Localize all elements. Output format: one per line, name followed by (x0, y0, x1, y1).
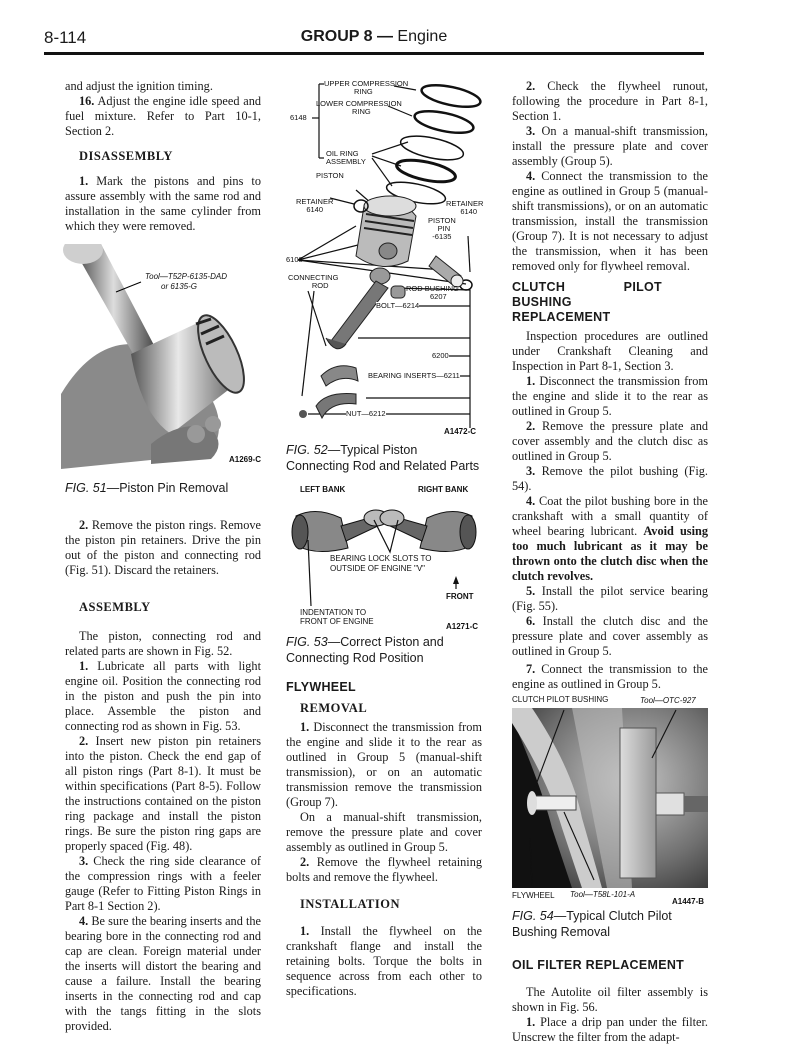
clutch-step-3 (512, 464, 708, 494)
column-3 (512, 79, 708, 1045)
step-text: Connect the transmission to the engine as outlined in Group 5. (512, 662, 708, 691)
step-number: 1. (79, 659, 89, 673)
oil-step-1 (512, 1015, 708, 1045)
label-left-bank: LEFT BANK (300, 485, 346, 494)
step-text: Install the pilot service bearing (Fig. 55). (512, 584, 708, 613)
step-text: Disconnect the transmission from the engine and slide it to the rear as outlined in Group 5. (512, 374, 708, 418)
label-upper-compression-ring: UPPER COMPRESSION RING (324, 79, 409, 96)
step-text: Remove the flywheel retaining bolts and remove the flywheel. (286, 855, 482, 884)
caption-text: —Typical Piston Connecting Rod and Related Parts (286, 443, 480, 473)
removal-step-1 (286, 720, 482, 810)
disassembly-step-1 (65, 174, 261, 234)
step-text: Mark the pistons and pins to assure assembly with the same rod and installation in the same cylinder from which they were removed. (65, 174, 261, 233)
step-number: 1. (300, 720, 310, 734)
assembly-step-3 (65, 854, 261, 914)
figure-54 (512, 695, 708, 906)
piston-exploded-diagram (286, 76, 482, 434)
caption-text: —Piston Pin Removal (106, 481, 229, 495)
installation-step-4 (512, 169, 708, 274)
step-text: Coat the pilot bushing bore in the crankshaft with a small quantity of wheel bearing lubricant. (512, 494, 708, 538)
step-text: Remove the pressure plate and cover assembly and the clutch disc as outlined in Group 5. (512, 419, 708, 463)
section-label: Engine (397, 28, 448, 45)
title-dash: — (372, 28, 398, 45)
assembly-intro: The piston, connecting rod and related parts are shown in Fig. 52. (65, 629, 261, 658)
clutch-intro: Inspection procedures are outlined under Crankshaft Cleaning and Inspection in Part 8-1, Section 3. (512, 329, 708, 373)
label-part-6200: 6200 (432, 351, 449, 360)
step-number: 2. (79, 734, 89, 748)
running-title (44, 28, 704, 46)
step-text: Remove the piston rings. Remove the piston pin retainers. Drive the pin out of the piston and connecting rod (Fig. 51). Discard the retainers. (65, 518, 261, 577)
figure-53 (286, 485, 482, 631)
figure-code: A1447-B (672, 897, 705, 906)
step-text: Insert new piston pin retainers into the piston. Check the end gap of all piston rings (Part 8-1). It must be within specifications (Part 8-5). Follow the instructions contained on the piston ring package and install the piston rings. Be sure the piston ring gaps are properly spaced (Fig. 48). (65, 734, 261, 853)
label-retainer-right: RETAINER 6140 (446, 199, 484, 216)
step-number: 1. (526, 1015, 536, 1029)
figure-53-caption (286, 634, 482, 666)
label-piston-pin: PISTON PIN -6135 (428, 216, 456, 241)
step-number: 7. (526, 662, 536, 676)
step-text: Connect the transmission to the engine as outlined in Group 5 (manual-shift transmissions), or on an automatic transmission, install the transmission (Group 7). It is not necessary to adjust the transmission, when it has been removed only for flywheel removal. (512, 169, 708, 273)
step-number: 1. (526, 374, 536, 388)
step-text: Adjust the engine idle speed and fuel mixture. Refer to Part 10-1, Section 2. (65, 94, 261, 138)
figure-52 (286, 76, 482, 434)
heading-clutch-pilot-bushing: CLUTCH PILOT BUSHING REPLACEMENT (512, 280, 662, 324)
disassembly-step-2 (65, 518, 261, 578)
clutch-pilot-bushing-photo (512, 708, 708, 888)
label-right-bank: RIGHT BANK (418, 485, 469, 494)
heading-assembly: ASSEMBLY (79, 600, 151, 614)
step-number: 2. (300, 855, 310, 869)
step-number: 1. (300, 924, 310, 938)
clutch-step-2 (512, 419, 708, 464)
step-number: 2. (79, 518, 89, 532)
label-front: FRONT (446, 589, 474, 604)
clutch-step-4 (512, 494, 708, 584)
step-text: On a manual-shift transmission, install the pressure plate and cover assembly (Group 5). (512, 124, 708, 168)
column-1 (65, 79, 261, 1034)
heading-flywheel: FLYWHEEL (286, 680, 356, 694)
step-text: Be sure the bearing inserts and the bearing bore in the connecting rod and cap are clean. Foreign material under the inserts will distort the bearing and cause a failure. Install the bearing inserts in the connecting rod and cap with the tangs fitting in the slots provided. (65, 914, 261, 1033)
heading-disassembly: DISASSEMBLY (79, 149, 173, 163)
step-number: 2. (526, 419, 536, 433)
assembly-step-2 (65, 734, 261, 854)
step-number: 1. (79, 174, 89, 188)
clutch-step-6 (512, 614, 708, 659)
paragraph: and adjust the ignition timing. (65, 79, 213, 93)
clutch-step-5 (512, 584, 708, 614)
step-number: 4. (526, 494, 536, 508)
label-part-6108: 6108 (286, 255, 303, 264)
label-bearing-inserts: BEARING INSERTS—6211 (368, 371, 460, 380)
assembly-step-1 (65, 659, 261, 734)
step-number: 3. (526, 124, 536, 138)
step-text: Check the ring side clearance of the compression rings with a feeler gauge (Refer to Fitting Piston Rings in Part 8-1 Section 2). (65, 854, 261, 913)
label-rod-bushing: ROD BUSHING 6207 (406, 284, 459, 301)
figure-code: A1269-C (228, 455, 261, 464)
label-oil-ring-assembly: OIL RING ASSEMBLY (326, 149, 366, 166)
label-retainer-left: RETAINER 6140 (296, 197, 334, 214)
figure-code: A1472-C (444, 427, 477, 436)
heading-oil-filter: OIL FILTER REPLACEMENT (512, 958, 685, 972)
figure-51 (65, 244, 261, 486)
installation-step-1 (286, 924, 482, 999)
label-flywheel: FLYWHEEL (512, 891, 555, 900)
step-16 (65, 94, 261, 139)
assembly-step-4 (65, 914, 261, 1034)
tool-label-bottom: Tool—T58L-101-A (570, 890, 636, 899)
step-text: Disconnect the transmission from the engine and slide it to the rear as outlined in Group 5 (manual-shift transmission), or on an automatic transmission remove the transmission (Group 7). (286, 720, 482, 809)
label-nut: NUT—6212 (346, 409, 386, 418)
caption-text: —Correct Piston and Connecting Rod Position (286, 635, 444, 665)
label-clutch-pilot-bushing: CLUTCH PILOT BUSHING (512, 695, 609, 704)
label-bearing-lock-slots: BEARING LOCK SLOTS TO OUTSIDE OF ENGINE "V" (330, 554, 432, 573)
step-number: 4. (526, 169, 536, 183)
tool-label: Tool—T52P-6135-DAD or 6135-G (145, 272, 227, 291)
page-header (44, 28, 704, 50)
installation-step-3 (512, 124, 708, 169)
caption-text: —Typical Clutch Pilot Bushing Removal (512, 909, 672, 939)
clutch-step-1 (512, 374, 708, 419)
label-indentation: INDENTATION TO FRONT OF ENGINE (300, 608, 374, 626)
step-number: 3. (79, 854, 89, 868)
label-part-6148: 6148 (290, 113, 307, 122)
caption-number: FIG. 54 (512, 909, 554, 923)
caption-number: FIG. 53 (286, 635, 328, 649)
step-text: Place a drip pan under the filter. Unscrew the filter from the adapt- (512, 1015, 708, 1044)
removal-step-2 (286, 855, 482, 885)
caption-number: FIG. 51 (65, 481, 107, 495)
installation-step-2 (512, 79, 708, 124)
label-piston: PISTON (316, 171, 344, 180)
label-bolt: BOLT—6214 (376, 301, 420, 310)
figure-52-caption (286, 442, 482, 474)
oil-intro: The Autolite oil filter assembly is shown in Fig. 56. (512, 985, 708, 1014)
removal-manual-note: On a manual-shift transmission, remove the pressure plate and cover assembly as outlined in Group 5. (286, 810, 482, 854)
step-text: Check the flywheel runout, following the procedure in Part 8-1, Section 1. (512, 79, 708, 123)
step-number: 5. (526, 584, 536, 598)
step-number: 16. (79, 94, 95, 108)
step-number: 6. (526, 614, 536, 628)
header-rule (44, 52, 704, 55)
tool-label-top: Tool—OTC-927 (640, 696, 696, 705)
label-connecting-rod: CONNECTING ROD (288, 273, 339, 290)
caption-number: FIG. 52 (286, 443, 328, 457)
page-number: 8-114 (44, 28, 87, 47)
figure-54-caption (512, 908, 708, 940)
step-text: Lubricate all parts with light engine oil. Position the connecting rod in the piston and push the pin into place. Assemble the piston and connecting rod as shown in Fig. 53. (65, 659, 261, 733)
heading-installation: INSTALLATION (300, 897, 401, 911)
label-lower-compression-ring: LOWER COMPRESSION RING (316, 99, 402, 116)
step-number: 3. (526, 464, 536, 478)
step-text: Remove the pilot bushing (Fig. 54). (512, 464, 708, 493)
step-number: 2. (526, 79, 536, 93)
heading-removal: REMOVAL (300, 701, 368, 715)
warning-text: Avoid using too much lubricant as it may be thrown onto the clutch disc when the clutch revolves. (512, 524, 708, 583)
clutch-step-7 (512, 662, 708, 692)
step-text: Install the flywheel on the crankshaft flange and install the retaining bolts. Torque the bolts in sequence across from each other to specifications. (286, 924, 482, 998)
column-2 (286, 76, 482, 999)
step-number: 4. (79, 914, 89, 928)
figure-code: A1271-C (446, 622, 479, 631)
step-text: Install the clutch disc and the pressure plate and cover assembly as outlined in Group 5. (512, 614, 708, 658)
group-label: GROUP 8 (300, 28, 373, 45)
